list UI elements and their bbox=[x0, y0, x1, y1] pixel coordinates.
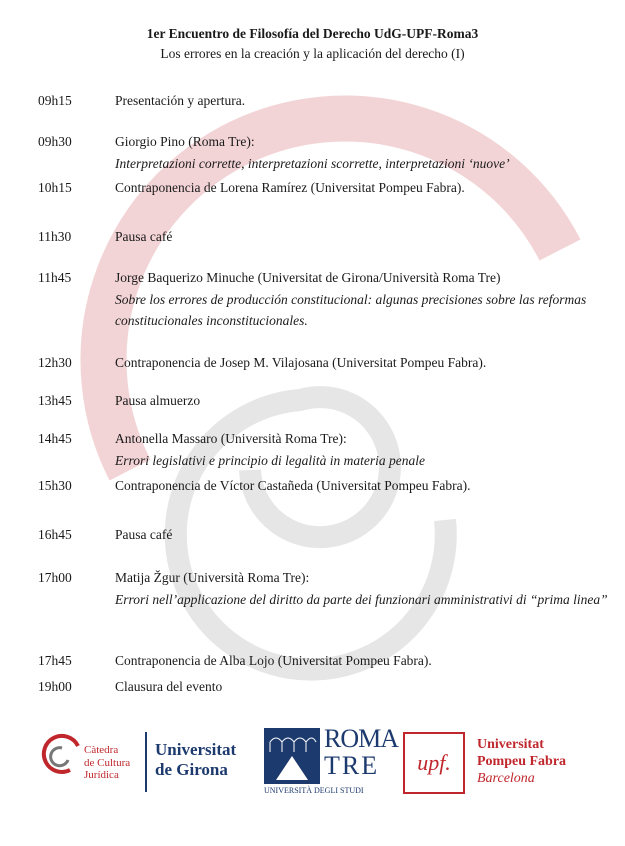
catedra-line1: Càtedra bbox=[84, 744, 119, 756]
schedule-time: 17h00 bbox=[38, 570, 72, 585]
document-title: 1er Encuentro de Filosofía del Derecho UdG-UPF-Roma3 bbox=[146, 26, 479, 41]
schedule-time: 14h45 bbox=[38, 431, 72, 446]
upf-logo bbox=[403, 732, 603, 802]
upf-line1: Universitat bbox=[477, 737, 544, 752]
romatre-top: ROMA bbox=[324, 724, 399, 753]
schedule-item: Contraponencia de Alba Lojo (Universitat Pompeu Fabra). bbox=[115, 653, 432, 668]
upf-mark: upf. bbox=[417, 750, 451, 775]
schedule-time: 13h45 bbox=[38, 393, 72, 408]
schedule-item: Contraponencia de Josep M. Vilajosana (Universitat Pompeu Fabra). bbox=[115, 355, 487, 370]
romatre-caption: UNIVERSITÀ DEGLI STUDI bbox=[264, 786, 364, 795]
schedule-time: 09h15 bbox=[38, 93, 72, 108]
schedule-time: 09h30 bbox=[38, 134, 72, 149]
girona-line2: de Girona bbox=[155, 760, 228, 779]
talk-title: Errori legislativi e principio di legalità in materia penale bbox=[115, 452, 425, 468]
upf-line3: Barcelona bbox=[477, 771, 535, 786]
schedule-item: Jorge Baquerizo Minuche (Universitat de Girona/Università Roma Tre) bbox=[115, 270, 501, 285]
schedule-time: 11h45 bbox=[38, 270, 72, 285]
schedule-time: 17h45 bbox=[38, 653, 72, 668]
girona-line1: Universitat bbox=[155, 740, 237, 759]
romatre-building-icon bbox=[264, 728, 320, 784]
schedule-item: Pausa café bbox=[115, 229, 173, 244]
schedule-item: Giorgio Pino (Roma Tre): bbox=[115, 134, 255, 149]
schedule-item: Pausa café bbox=[115, 527, 173, 542]
talk-title: Errori nell’applicazione del diritto da parte dei funzionari amministrativi di “prima linea” bbox=[115, 591, 608, 607]
logos-footer bbox=[0, 722, 625, 812]
document-header bbox=[0, 24, 625, 64]
spiral-logo-icon bbox=[40, 732, 84, 776]
schedule-item: Contraponencia de Lorena Ramírez (Universitat Pompeu Fabra). bbox=[115, 180, 465, 195]
talk-title: Interpretazioni corrette, interpretazioni scorrette, interpretazioni ‘nuove’ bbox=[115, 155, 510, 171]
document-subtitle: Los errores en la creación y la aplicación del derecho (I) bbox=[160, 46, 465, 61]
talk-title: Sobre los errores de producción constitucional: algunas precisiones sobre las reformas constitucionales inconstitucionales. bbox=[115, 291, 587, 328]
upf-mark-box bbox=[403, 732, 465, 794]
girona-logo bbox=[145, 730, 255, 800]
schedule-item: Matija Žgur (Università Roma Tre): bbox=[115, 570, 310, 585]
schedule-item: Contraponencia de Víctor Castañeda (Universitat Pompeu Fabra). bbox=[115, 478, 471, 493]
schedule-item: Presentación y apertura. bbox=[115, 93, 246, 108]
catedra-line3: Jurídica bbox=[84, 769, 119, 781]
girona-divider bbox=[145, 732, 147, 792]
schedule-item: Antonella Massaro (Università Roma Tre): bbox=[115, 431, 347, 446]
schedule-item: Pausa almuerzo bbox=[115, 393, 201, 408]
schedule-time: 11h30 bbox=[38, 229, 72, 244]
romatre-bottom: TRE bbox=[324, 751, 380, 780]
catedra-line2: de Cultura bbox=[84, 756, 131, 769]
catedra-logo bbox=[40, 730, 160, 800]
romatre-logo bbox=[262, 726, 397, 800]
schedule-time: 10h15 bbox=[38, 180, 72, 195]
schedule-item: Clausura del evento bbox=[115, 679, 223, 694]
schedule-time: 15h30 bbox=[38, 478, 72, 493]
schedule-time: 12h30 bbox=[38, 355, 72, 370]
upf-line2: Pompeu Fabra bbox=[477, 754, 567, 769]
schedule-time: 16h45 bbox=[38, 527, 72, 542]
schedule-time: 19h00 bbox=[38, 679, 72, 694]
